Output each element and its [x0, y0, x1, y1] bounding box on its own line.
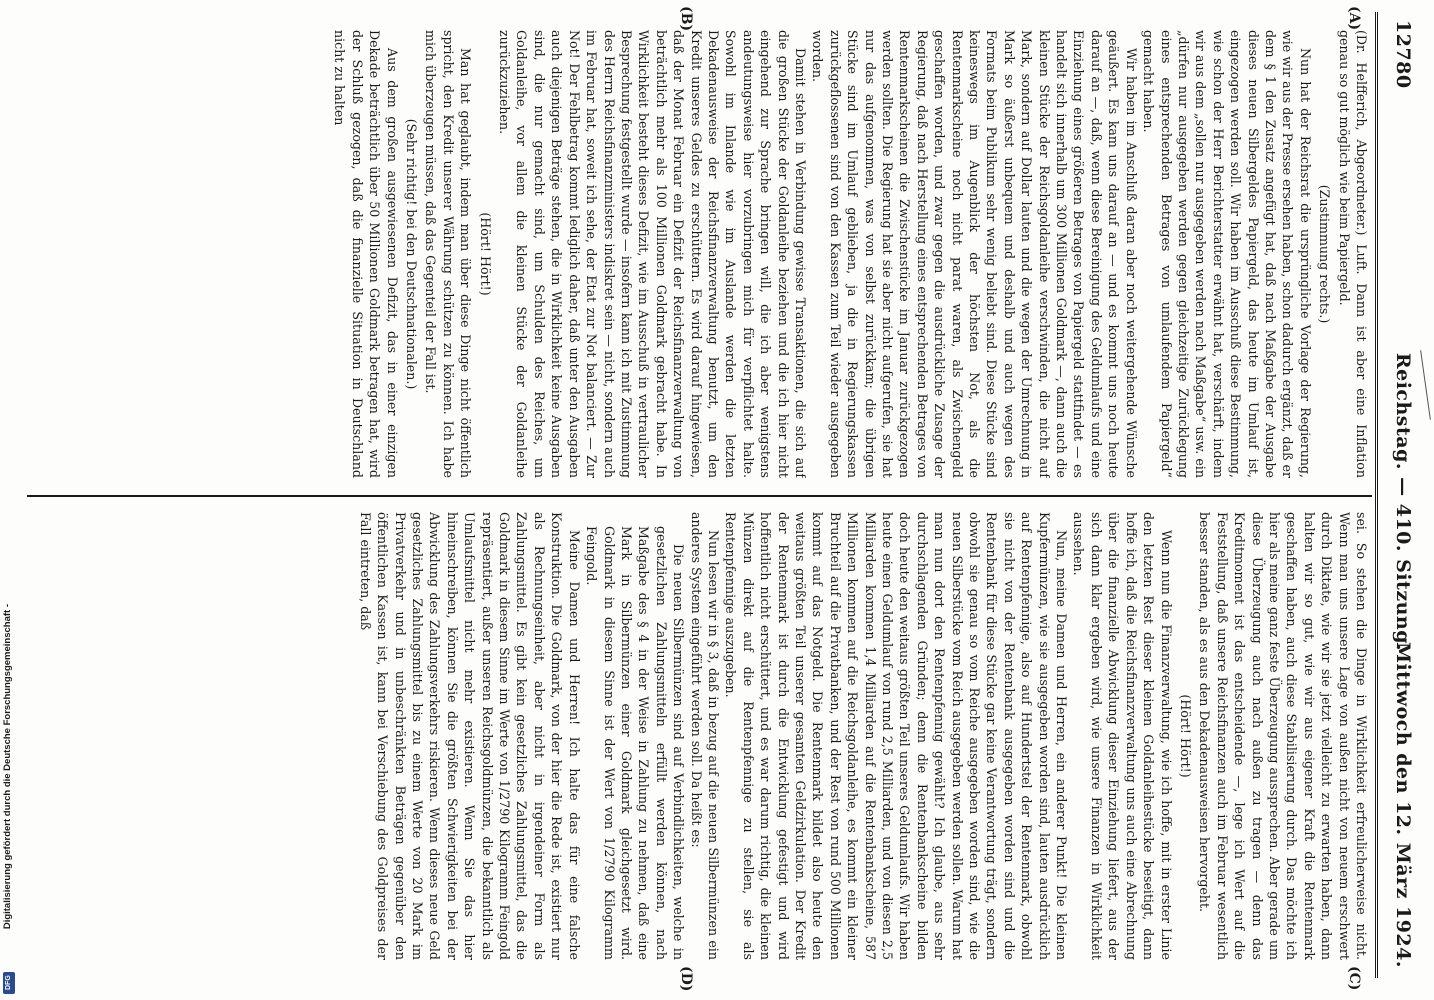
credit-text: Digitalisierung gefördert durch die Deutsche Forschungsgemeinschaft -: [2, 604, 13, 930]
paragraph: Nun hat der Reichsrat die ursprüngliche Vorlage der Regierung, wie wir aus der Presse ersehen haben, schon dadurch ergänzt, daß er dem § 1 den Zusatz angefügt hat, daß nach Maßgabe der Ausgabe dieses neuen Silbergeldes Papiergeld, das heute im Umlauf ist, eingezogen werden soll. Wir haben im Ausschuß diese Bestimmung, wie schon der Herr Berichterstatter erwähnt hat, verschärft, indem wir aus dem „sollen nur ausgegeben werden nach Maßgabe“ usw. ein „dürfen nur ausgegeben werden gegen gleichzeitige Zurücklegung eines entsprechenden Betrages von umlaufendem Papiergeld“ gemacht haben.: [1141, 30, 1313, 478]
paragraph: Wir haben im Anschluß daran aber noch weitergehende Wünsche geäußert. Es kam uns darauf an — und es kommt uns noch heute darauf an —, daß, wenn diese Bereinigung des Geldumlaufs und eine Einziehung eines größeren Betrages von Papiergeld stattfindet — es handelt sich innerhalb um 300 Millionen Goldmark —, dann auch die kleinen Stücke der Reichsgoldanleihe verschwinden, die nicht auf Mark, sondern auf Dollar lauten und die wegen der Umrechnung in Mark so äußerst unbequem und deshalb und auch wegen des Formats beim Publikum sehr wenig beliebt sind. Diese Stücke sind keineswegs im Augenblick der höchsten Not, als die Rentenmarkscheine noch nicht parat waren, als Zwischengeld geschaffen worden, und zwar gegen die ausdrückliche Zusage der Regierung, daß nach Herstellung eines entsprechenden Betrages von Rentenmarkscheinen die Zwischenstücke im Januar zurückgezogen werden sollten. Die Regierung hat sie aber nicht aufgerufen, sie hat nur das aufgenommen, was von selbst zurückkam; die übrigen Stücke sind im Umlauf geblieben, ja die in Regierungskassen zurückgeflossenen sind von den Kassen zum Teil wieder ausgegeben worden.: [810, 30, 1139, 478]
session-title: Reichstag. — 410. Sitzung.: [1392, 352, 1414, 652]
margin-marker-d: (D): [678, 966, 694, 992]
paragraph: Aus dem großen ausgewiesenen Defizit, das in einer einzigen Dekade beträchtlich über 50 Millionen Goldmark betragen hat, wird der Schluß gezogen, daß die finanzielle Situation in Deutschland nicht zu halten: [332, 30, 400, 478]
interjection: (Zustimmung rechts.): [1317, 184, 1333, 324]
left-column: [30, 30, 1370, 478]
interjection: (Hört! Hört!): [1177, 694, 1193, 778]
margin-marker-c: (C): [1346, 966, 1362, 991]
column-divider: [27, 495, 1372, 497]
interjection: (Hört! Hört!): [477, 212, 493, 296]
paragraph: Meine Damen und Herren! Ich halte das für eine falsche Konstruktion. Die Goldmark, von der hier die Rede ist, existiert nur als Rechnungseinheit, aber nicht in irgendeiner Form als Zahlungsmittel. Es gibt kein gesetzliches Zahlungsmittel, das die Goldmark in diesem Sinne im Werte von 1/2790 Kilogramm Feingold repräsentiert, außer unseren Reichsgoldmünzen, die bekanntlich als Umlaufsmittel nicht mehr existieren. Wenn Sie das hier hineinschreiben, können Sie die größten Schwierigkeiten bei der Abwicklung des Zahlungsverkehrs riskieren. Wenn dieses neue Geld gesetzliches Zahlungsmittel bis zu einem Werte von 20 Mark im Privatverkehr und in unbeschränkten Beträgen gegenüber den öffentlichen Kassen ist, kann bei Verschiebung des Goldpreises der Fall eintreten, daß: [357, 512, 582, 960]
paragraph: Man hat geglaubt, indem man über diese Dinge nicht öffentlich spricht, den Kredit unserer Währung schützen zu können. Ich habe mich überzeugen müssen, daß das Gegenteil der Fall ist.: [423, 30, 474, 478]
paragraph: Damit stehen in Verbindung gewisse Transaktionen, die sich auf die großen Stücke der Goldanleihe beziehen und die ich hier nicht eingehend zur Sprache bringen will, die ich aber wenigstens andeutungsweise hier vorzubringen mich für verpflichtet halte. Sowohl im Inlande wie im Auslande werden die letzten Dekadenausweise der Reichsfinanzverwaltung benutzt, um den Kredit unseres Geldes zu erschüttern. Es wird darauf hingewiesen, daß der Monat Februar ein Defizit der Reichsfinanzverwaltung von beträchtlich mehr als 100 Millionen Goldmark gebracht habe. In Wirklichkeit besteht dieses Defizit, wie im Ausschuß in vertraulicher Besprechung festgestellt wurde — insofern kann ich mit Zustimmung des Herrn Reichsfinanzministers indiskret sein — nicht, sondern auch im Februar hat, soweit ich sehe, der Etat zur Not balanciert. — Zur Not! Der Fehlbetrag kommt lediglich daher, daß unter den Ausgaben auch diejenigen Beträge stehen, die in Wirklichkeit keine Ausgaben sind, die nur gemacht sind, um Schulden des Reiches, um Goldanleihe, vor allem die kleinen Stücke der Goldanleihe zurückzuziehen.: [497, 30, 808, 478]
margin-marker-a: (A): [1346, 6, 1362, 31]
paragraph: Wenn nun die Finanzverwaltung, wie ich hoffe, mit in erster Linie den letzten Rest dieser kleinen Goldanleihestücke beseitigt, dann hoffe ich, daß die Reichsfinanzverwaltung uns auch eine Abrechnung über die finanzielle Abwicklung dieser Einziehung liefert, aus der sich dann klar ergeben wird, wie unsere Finanzen in Wirklichkeit aussehen.: [1071, 512, 1174, 960]
session-date: Mittwoch den 12. März 1924.: [1392, 641, 1414, 968]
pen-mark: [1420, 350, 1431, 419]
margin-marker-b: (B): [678, 6, 694, 32]
digitization-credit: [2, 604, 16, 994]
page-number: 12780: [1392, 20, 1414, 89]
right-column: [30, 512, 1370, 960]
header-rule: [1375, 12, 1378, 978]
paragraph: Nun, meine Damen und Herren, ein anderer Punkt! Die kleinen Kupfermünzen, wie sie ausgegeben worden sind, lauten ausdrücklich auf Rentenpfennige, also auf Hundertstel der Rentenmark, obwohl sie nicht von der Rentenbank ausgegeben worden sind und die Rentenbank für diese Stücke gar keine Verantwortung trägt, sondern obwohl sie genau so vom Reiche ausgegeben worden sind, wie die neuen Silberstücke vom Reich ausgegeben werden sollen. Warum hat man nun dort den Rentenpfennig gewählt? Ich glaube, aus sehr durchschlagenden Gründen; denn die Rentenbankscheine bilden doch heute den weitaus größten Teil unseres Geldumlaufs. Wir haben heute einen Geldumlauf von rund 2,5 Milliarden, und von diesen 2,5 Milliarden kommen 1,4 Milliarden auf die Rentenbankscheine, 587 Millionen kommen auf die Reichsgoldanleihe, es kommt ein kleiner Bruchteil auf die Privatbanken, und der Rest von rund 500 Millionen kommt auf das Notgeld. Die Rentenmark bildet also heute den weitaus größten Teil unserer gesamten Geldzirkulation. Der Kredit der Rentenmark ist durch die Entwicklung gefestigt und wird hoffentlich nicht erschüttert, und es war darum richtig, die kleinen Münzen direkt auf die Rentenpfennige zu stellen, sie als Rentenpfennige auszugeben.: [723, 512, 1070, 960]
page-header: [1386, 12, 1416, 978]
quoted-law-text: Die neuen Silbermünzen sind auf Verbindlichkeiten, welche in gesetzlichen Zahlungsmitteln erfüllt werden können, nach Maßgabe des § 4 in der Weise in Zahlung zu nehmen, daß eine Mark in Silbermünzen einer Goldmark gleichgesetzt wird. Goldmark in diesem Sinne ist der Wert von 1/2790 Kilogramm Feingold.: [584, 526, 687, 960]
paragraph: Nun lesen wir in § 3, daß in bezug auf die neuen Silbermünzen ein anderes System eingeführt werden soll. Da heißt es:: [688, 512, 721, 960]
interjection: (Sehr richtig! bei den Deutschnationalen.): [404, 118, 420, 390]
rotated-page-frame: [14, 0, 1434, 1000]
dfg-logo: DFG: [3, 972, 15, 994]
paragraph: sei. So stehen die Dinge in Wirklichkeit erfreulicherweise nicht. Wenn man uns unsere Lage von außen nicht von neuem erschwert durch Diktate, wie wir sie jetzt vielleicht zu erwarten haben, dann halten wir so gut, wie wir aus eigener Kraft die Rentenmark geschaffen haben, auch diese Stabilisierung durch. Das möchte ich hier als meine ganz feste Überzeugung aussprechen. Aber gerade um diese Überzeugung auch nach außen zu tragen — denn das Kreditmoment ist das entscheidende —, lege ich Wert auf die Feststellung, daß unsere Reichsfinanzen auch im Februar wesentlich besser standen, als es aus den Dekadenausweisen hervorgeht.: [1197, 512, 1369, 960]
paragraph: (Dr. Helfferich, Abgeordneter.) Luft. Dann ist aber eine Inflation genau so gut möglich wie beim Papiergeld.: [1336, 30, 1369, 478]
